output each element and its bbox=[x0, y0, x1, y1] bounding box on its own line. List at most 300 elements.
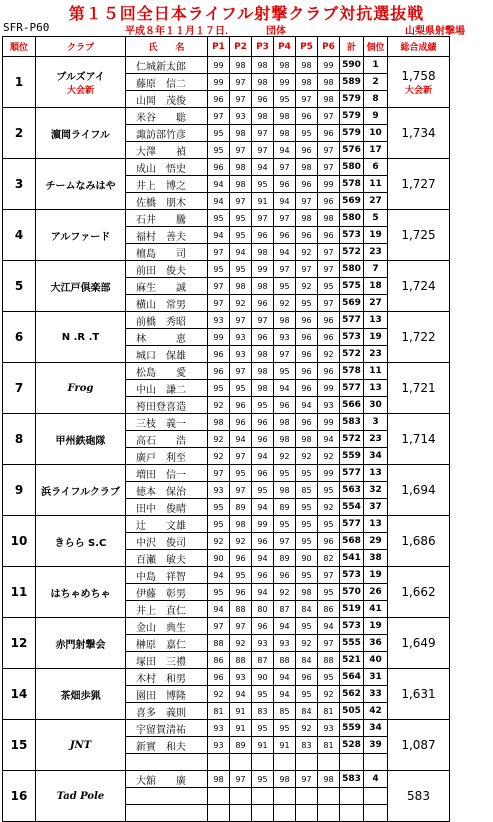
shooter-name: 麻生 誠 bbox=[126, 278, 208, 295]
shooter-total: 578 bbox=[340, 176, 364, 193]
event-code: SFR-P60 bbox=[3, 21, 50, 34]
score-p1: 97 bbox=[208, 618, 230, 635]
score-p3: 95 bbox=[252, 397, 274, 414]
score-p2: 98 bbox=[230, 125, 252, 142]
shooter-total bbox=[340, 788, 364, 805]
score-p1: 97 bbox=[208, 295, 230, 312]
score-p1: 99 bbox=[208, 57, 230, 74]
score-p4 bbox=[274, 754, 296, 771]
club-record-note: 大会新 bbox=[66, 86, 94, 96]
score-p1 bbox=[208, 754, 230, 771]
shooter-total: 580 bbox=[340, 261, 364, 278]
score-p4: 87 bbox=[274, 601, 296, 618]
score-p1: 92 bbox=[208, 686, 230, 703]
team-total: 1,694 bbox=[401, 483, 436, 497]
personal-rank: 32 bbox=[364, 482, 388, 499]
table-row bbox=[3, 57, 450, 74]
personal-rank: 38 bbox=[364, 550, 388, 567]
score-p4: 98 bbox=[274, 482, 296, 499]
score-p4: 85 bbox=[274, 703, 296, 720]
team-total: 1,686 bbox=[401, 534, 436, 548]
score-p5: 95 bbox=[296, 465, 318, 482]
club-name: ブルズアイ bbox=[56, 72, 105, 83]
score-p6: 95 bbox=[318, 584, 340, 601]
score-p3: 98 bbox=[252, 244, 274, 261]
score-p1: 92 bbox=[208, 397, 230, 414]
score-p1: 95 bbox=[208, 499, 230, 516]
score-p6: 97 bbox=[318, 244, 340, 261]
personal-rank: 13 bbox=[364, 312, 388, 329]
score-p3: 95 bbox=[252, 771, 274, 788]
score-p2: 97 bbox=[230, 74, 252, 91]
shooter-name: 佐橋 朋木 bbox=[126, 193, 208, 210]
score-p4: 97 bbox=[274, 159, 296, 176]
score-p2: 93 bbox=[230, 669, 252, 686]
score-p1: 96 bbox=[208, 363, 230, 380]
shooter-name: 田中 俊晴 bbox=[126, 499, 208, 516]
team-total: 1,758 bbox=[401, 68, 436, 83]
score-p5: 96 bbox=[296, 108, 318, 125]
club-name: 甲州鉄砲隊 bbox=[55, 435, 106, 447]
score-p2 bbox=[230, 754, 252, 771]
score-p2: 91 bbox=[230, 720, 252, 737]
table-row bbox=[3, 261, 450, 278]
score-p2: 92 bbox=[230, 533, 252, 550]
shooter-name: 福村 善夫 bbox=[126, 227, 208, 244]
club-name: 大江戸倶楽部 bbox=[50, 282, 111, 294]
club-name-cell bbox=[36, 414, 126, 465]
shooter-total: 570 bbox=[340, 584, 364, 601]
shooter-name: 中島 祥智 bbox=[126, 567, 208, 584]
club-name-cell bbox=[36, 771, 126, 822]
table-row bbox=[3, 771, 450, 788]
header-p6: P6 bbox=[318, 37, 340, 57]
table-row bbox=[3, 669, 450, 686]
shooter-name: 井上 博之 bbox=[126, 176, 208, 193]
score-p1: 99 bbox=[208, 329, 230, 346]
personal-rank: 37 bbox=[364, 499, 388, 516]
team-total: 1,725 bbox=[401, 228, 436, 242]
event-date: 平成８年１１月１７日． bbox=[125, 26, 235, 37]
score-p4: 94 bbox=[274, 618, 296, 635]
club-name-cell bbox=[36, 261, 126, 312]
score-p4: 95 bbox=[274, 363, 296, 380]
score-p3: 98 bbox=[252, 74, 274, 91]
shooter-total: 559 bbox=[340, 448, 364, 465]
shooter-name: 井上 直仁 bbox=[126, 601, 208, 618]
personal-rank: 26 bbox=[364, 584, 388, 601]
score-p3: 91 bbox=[252, 193, 274, 210]
shooter-total: 559 bbox=[340, 720, 364, 737]
score-p3: 98 bbox=[252, 346, 274, 363]
shooter-name: 園田 博隆 bbox=[126, 686, 208, 703]
score-p1: 98 bbox=[208, 414, 230, 431]
score-p6 bbox=[318, 754, 340, 771]
club-name: はちゃめちゃ bbox=[50, 588, 111, 600]
shooter-name: 前橋 秀昭 bbox=[126, 312, 208, 329]
score-p1: 94 bbox=[208, 193, 230, 210]
shooter-name: 大舘 廣 bbox=[126, 771, 208, 788]
score-p3: 95 bbox=[252, 720, 274, 737]
club-name: Frog bbox=[67, 382, 94, 394]
personal-rank: 42 bbox=[364, 703, 388, 720]
score-p2: 98 bbox=[230, 57, 252, 74]
personal-rank: 19 bbox=[364, 567, 388, 584]
score-p6: 99 bbox=[318, 465, 340, 482]
club-name-cell bbox=[36, 57, 126, 108]
shooter-name bbox=[126, 805, 208, 822]
shooter-total: 590 bbox=[340, 57, 364, 74]
shooter-total: 555 bbox=[340, 635, 364, 652]
score-p4: 88 bbox=[274, 652, 296, 669]
score-p5: 96 bbox=[296, 669, 318, 686]
score-p3: 97 bbox=[252, 210, 274, 227]
club-name-cell bbox=[36, 159, 126, 210]
score-p1: 92 bbox=[208, 533, 230, 550]
table-row bbox=[3, 210, 450, 227]
score-p5: 85 bbox=[296, 482, 318, 499]
score-p5: 96 bbox=[296, 329, 318, 346]
personal-rank: 11 bbox=[364, 363, 388, 380]
results-table bbox=[2, 36, 450, 822]
score-p6: 98 bbox=[318, 91, 340, 108]
score-p4: 98 bbox=[274, 431, 296, 448]
score-p3: 95 bbox=[252, 176, 274, 193]
score-p3: 95 bbox=[252, 482, 274, 499]
score-p6: 99 bbox=[318, 176, 340, 193]
team-total-cell bbox=[388, 210, 450, 261]
score-p1: 99 bbox=[208, 74, 230, 91]
score-p4: 94 bbox=[274, 686, 296, 703]
score-p6: 95 bbox=[318, 278, 340, 295]
venue: 山梨県射撃場 bbox=[405, 26, 465, 37]
score-p3: 97 bbox=[252, 125, 274, 142]
score-p5 bbox=[296, 805, 318, 822]
score-p5: 96 bbox=[296, 414, 318, 431]
shooter-name: 金山 典生 bbox=[126, 618, 208, 635]
score-p1: 97 bbox=[208, 244, 230, 261]
shooter-total: 564 bbox=[340, 669, 364, 686]
table-row bbox=[3, 720, 450, 737]
score-p5: 96 bbox=[296, 227, 318, 244]
score-p3: 96 bbox=[252, 91, 274, 108]
score-p6: 86 bbox=[318, 601, 340, 618]
shooter-name: 諏訪部竹彦 bbox=[126, 125, 208, 142]
score-p3: 96 bbox=[252, 227, 274, 244]
header-p4: P4 bbox=[274, 37, 296, 57]
score-p6: 96 bbox=[318, 363, 340, 380]
score-p1: 97 bbox=[208, 108, 230, 125]
shooter-total: 577 bbox=[340, 312, 364, 329]
score-p4: 99 bbox=[274, 74, 296, 91]
score-p6: 98 bbox=[318, 74, 340, 91]
personal-rank: 39 bbox=[364, 737, 388, 754]
score-p5: 98 bbox=[296, 210, 318, 227]
team-total: 1,087 bbox=[401, 738, 436, 752]
score-p6: 81 bbox=[318, 737, 340, 754]
shooter-name: 新實 和夫 bbox=[126, 737, 208, 754]
personal-rank: 8 bbox=[364, 91, 388, 108]
score-p4: 97 bbox=[274, 261, 296, 278]
personal-rank: 11 bbox=[364, 176, 388, 193]
score-p4: 98 bbox=[274, 108, 296, 125]
team-rank: 3 bbox=[3, 159, 36, 210]
score-p3: 96 bbox=[252, 533, 274, 550]
score-p2 bbox=[230, 805, 252, 822]
score-p3: 96 bbox=[252, 465, 274, 482]
score-p6: 97 bbox=[318, 295, 340, 312]
shooter-total: 576 bbox=[340, 142, 364, 159]
shooter-total: 519 bbox=[340, 601, 364, 618]
shooter-total: 572 bbox=[340, 346, 364, 363]
score-p6: 81 bbox=[318, 703, 340, 720]
club-name-cell bbox=[36, 210, 126, 261]
header-club: クラブ bbox=[36, 37, 126, 57]
score-p2: 94 bbox=[230, 431, 252, 448]
personal-rank: 19 bbox=[364, 618, 388, 635]
score-p1: 92 bbox=[208, 448, 230, 465]
personal-rank: 30 bbox=[364, 397, 388, 414]
shooter-name: 木村 和男 bbox=[126, 669, 208, 686]
personal-rank: 27 bbox=[364, 193, 388, 210]
score-p6: 97 bbox=[318, 635, 340, 652]
score-p2: 92 bbox=[230, 295, 252, 312]
score-p6: 97 bbox=[318, 567, 340, 584]
team-total: 1,721 bbox=[401, 381, 436, 395]
score-p5: 92 bbox=[296, 244, 318, 261]
score-p4: 95 bbox=[274, 91, 296, 108]
score-p6: 99 bbox=[318, 414, 340, 431]
score-p1: 93 bbox=[208, 720, 230, 737]
score-p1: 95 bbox=[208, 125, 230, 142]
team-total: 1,724 bbox=[401, 279, 436, 293]
score-p6: 94 bbox=[318, 618, 340, 635]
score-p1: 95 bbox=[208, 516, 230, 533]
score-p2: 97 bbox=[230, 91, 252, 108]
score-p3: 99 bbox=[252, 516, 274, 533]
shooter-name: 中山 謙二 bbox=[126, 380, 208, 397]
shooter-total: 575 bbox=[340, 278, 364, 295]
club-name: 浜ライフルクラブ bbox=[41, 486, 120, 498]
score-p4: 98 bbox=[274, 771, 296, 788]
score-p1: 98 bbox=[208, 771, 230, 788]
club-name: 茶畑歩猟 bbox=[60, 690, 101, 702]
shooter-name: 宇留賀清祐 bbox=[126, 720, 208, 737]
shooter-name: 仁城新太郎 bbox=[126, 57, 208, 74]
team-total-cell bbox=[388, 261, 450, 312]
score-p2: 96 bbox=[230, 397, 252, 414]
score-p2: 97 bbox=[230, 312, 252, 329]
score-p4: 95 bbox=[274, 278, 296, 295]
shooter-name: 喜多 義則 bbox=[126, 703, 208, 720]
score-p4: 89 bbox=[274, 499, 296, 516]
shooter-name: 辻 文雄 bbox=[126, 516, 208, 533]
team-total: 583 bbox=[407, 789, 430, 803]
personal-rank: 29 bbox=[364, 533, 388, 550]
score-p6: 95 bbox=[318, 482, 340, 499]
score-p3: 96 bbox=[252, 618, 274, 635]
score-p2: 97 bbox=[230, 142, 252, 159]
personal-rank bbox=[364, 788, 388, 805]
score-p5: 96 bbox=[296, 142, 318, 159]
table-row bbox=[3, 618, 450, 635]
shooter-name: 前田 俊夫 bbox=[126, 261, 208, 278]
table-row bbox=[3, 363, 450, 380]
personal-rank: 31 bbox=[364, 669, 388, 686]
score-p4: 94 bbox=[274, 244, 296, 261]
shooter-total: 572 bbox=[340, 431, 364, 448]
score-p1: 95 bbox=[208, 380, 230, 397]
score-p3 bbox=[252, 805, 274, 822]
score-p3: 98 bbox=[252, 363, 274, 380]
score-p6: 96 bbox=[318, 193, 340, 210]
personal-rank bbox=[364, 805, 388, 822]
table-row bbox=[3, 414, 450, 431]
team-rank: 14 bbox=[3, 669, 36, 720]
score-p3: 96 bbox=[252, 414, 274, 431]
score-p5: 97 bbox=[296, 193, 318, 210]
score-p1: 97 bbox=[208, 465, 230, 482]
score-p5: 98 bbox=[296, 584, 318, 601]
score-p1: 95 bbox=[208, 261, 230, 278]
score-p3: 94 bbox=[252, 584, 274, 601]
score-p3 bbox=[252, 754, 274, 771]
club-name-cell bbox=[36, 567, 126, 618]
score-p5 bbox=[296, 788, 318, 805]
score-p5: 98 bbox=[296, 57, 318, 74]
personal-rank bbox=[364, 754, 388, 771]
shooter-name: 廣戸 利至 bbox=[126, 448, 208, 465]
header-team-total: 総合成績 bbox=[388, 37, 450, 57]
club-name: JNT bbox=[69, 739, 92, 751]
club-name-cell bbox=[36, 669, 126, 720]
personal-rank: 9 bbox=[364, 108, 388, 125]
score-p1: 93 bbox=[208, 737, 230, 754]
score-p5: 95 bbox=[296, 499, 318, 516]
page-title: 第１５回全日本ライフル射撃クラブ対抗選抜戦 bbox=[68, 4, 425, 23]
personal-rank: 6 bbox=[364, 159, 388, 176]
club-name: チームなみはや bbox=[45, 180, 116, 192]
score-p1: 81 bbox=[208, 703, 230, 720]
score-p4: 98 bbox=[274, 57, 296, 74]
shooter-total: 572 bbox=[340, 244, 364, 261]
team-total-cell bbox=[388, 108, 450, 159]
club-name-cell bbox=[36, 516, 126, 567]
score-p1: 90 bbox=[208, 550, 230, 567]
score-p6: 93 bbox=[318, 720, 340, 737]
personal-rank: 23 bbox=[364, 244, 388, 261]
team-total: 1,722 bbox=[401, 330, 436, 344]
score-p5: 96 bbox=[296, 346, 318, 363]
score-p1: 96 bbox=[208, 159, 230, 176]
score-p4: 94 bbox=[274, 142, 296, 159]
table-row bbox=[3, 516, 450, 533]
shooter-name: 成山 悟史 bbox=[126, 159, 208, 176]
score-p6: 82 bbox=[318, 550, 340, 567]
score-p3: 94 bbox=[252, 448, 274, 465]
score-p3: 94 bbox=[252, 550, 274, 567]
table-row bbox=[3, 567, 450, 584]
club-name: きらら S.C bbox=[54, 537, 107, 549]
personal-rank: 34 bbox=[364, 720, 388, 737]
score-p6: 95 bbox=[318, 669, 340, 686]
club-name-cell bbox=[36, 720, 126, 771]
shooter-total: 580 bbox=[340, 210, 364, 227]
score-p5: 96 bbox=[296, 380, 318, 397]
score-p4: 95 bbox=[274, 516, 296, 533]
score-p4: 93 bbox=[274, 635, 296, 652]
score-p2: 97 bbox=[230, 482, 252, 499]
score-p6: 93 bbox=[318, 397, 340, 414]
score-p3: 97 bbox=[252, 142, 274, 159]
score-p5: 95 bbox=[296, 618, 318, 635]
score-p3: 87 bbox=[252, 652, 274, 669]
score-p3: 98 bbox=[252, 380, 274, 397]
header-p5: P5 bbox=[296, 37, 318, 57]
club-name: アルファード bbox=[50, 231, 111, 243]
score-p2: 88 bbox=[230, 601, 252, 618]
shooter-total: 579 bbox=[340, 91, 364, 108]
score-p6: 97 bbox=[318, 142, 340, 159]
team-rank: 2 bbox=[3, 108, 36, 159]
club-name: N .R .T bbox=[61, 331, 100, 343]
score-p3: 91 bbox=[252, 737, 274, 754]
score-p2: 96 bbox=[230, 550, 252, 567]
score-p5: 96 bbox=[296, 363, 318, 380]
team-total: 1,649 bbox=[401, 636, 436, 650]
score-p1: 96 bbox=[208, 91, 230, 108]
score-p3: 96 bbox=[252, 295, 274, 312]
score-p4: 98 bbox=[274, 125, 296, 142]
score-p2: 95 bbox=[230, 210, 252, 227]
table-row bbox=[3, 312, 450, 329]
score-p2: 98 bbox=[230, 159, 252, 176]
personal-rank: 2 bbox=[364, 74, 388, 91]
score-p2: 93 bbox=[230, 329, 252, 346]
score-p3 bbox=[252, 788, 274, 805]
score-p6: 96 bbox=[318, 533, 340, 550]
shooter-name: 城口 保雄 bbox=[126, 346, 208, 363]
shooter-name: 山岡 茂俊 bbox=[126, 91, 208, 108]
score-p6: 96 bbox=[318, 227, 340, 244]
score-p1 bbox=[208, 788, 230, 805]
header-p3: P3 bbox=[252, 37, 274, 57]
score-p4 bbox=[274, 805, 296, 822]
score-p2: 97 bbox=[230, 363, 252, 380]
header-personal-rank: 個位 bbox=[364, 37, 388, 57]
team-total-cell bbox=[388, 516, 450, 567]
header-p1: P1 bbox=[208, 37, 230, 57]
shooter-total: 573 bbox=[340, 227, 364, 244]
score-p4: 97 bbox=[274, 210, 296, 227]
score-p5: 92 bbox=[296, 278, 318, 295]
score-p4: 96 bbox=[274, 227, 296, 244]
shooter-name: 米谷 聡 bbox=[126, 108, 208, 125]
personal-rank: 23 bbox=[364, 431, 388, 448]
team-rank: 15 bbox=[3, 720, 36, 771]
score-p1: 93 bbox=[208, 312, 230, 329]
score-p2: 95 bbox=[230, 465, 252, 482]
shooter-total: 573 bbox=[340, 618, 364, 635]
score-p5: 96 bbox=[296, 176, 318, 193]
personal-rank: 27 bbox=[364, 295, 388, 312]
score-p4: 97 bbox=[274, 346, 296, 363]
score-p5: 92 bbox=[296, 720, 318, 737]
score-p6: 97 bbox=[318, 159, 340, 176]
shooter-name: 三枝 義一 bbox=[126, 414, 208, 431]
score-p3: 98 bbox=[252, 278, 274, 295]
shooter-total: 573 bbox=[340, 329, 364, 346]
